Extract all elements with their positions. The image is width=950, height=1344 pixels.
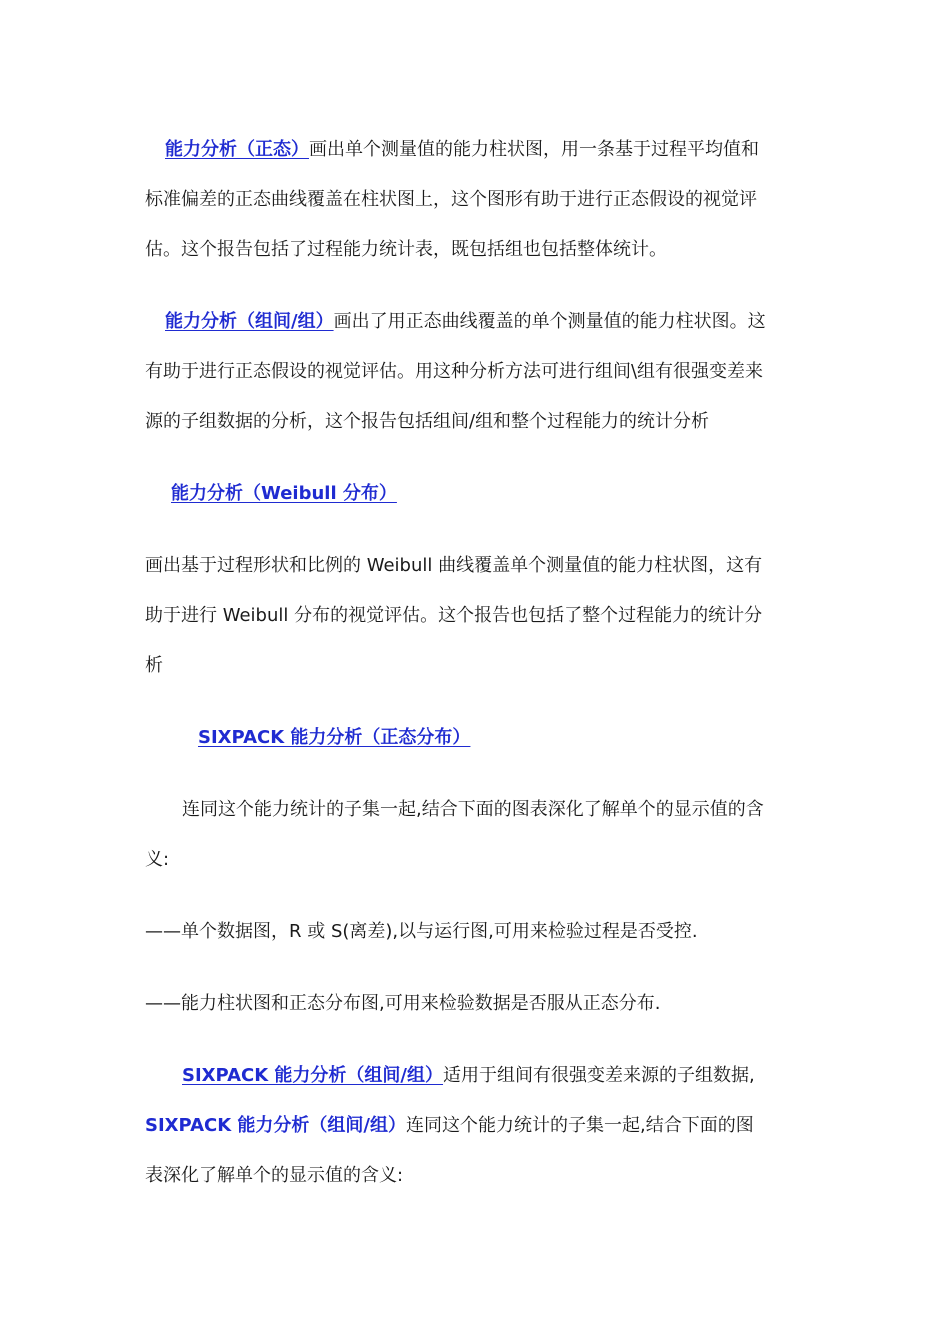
bold-term: SIXPACK 能力分析（组间/组）: [145, 1115, 407, 1136]
paragraph-line: 连同这个能力统计的子集一起,结合下面的图表深化了解单个的显示值的含: [182, 799, 764, 820]
paragraph-line: 义:: [145, 849, 170, 870]
paragraph-line: 析: [145, 655, 163, 676]
paragraph-line: 有助于进行正态假设的视觉评估。用这种分析方法可进行组间\组有很强变差来: [145, 361, 764, 382]
paragraph-line: 估。这个报告包括了过程能力统计表，既包括组也包括整体统计。: [145, 239, 667, 260]
heading-link-sixpack-between-within[interactable]: SIXPACK 能力分析（组间/组）: [182, 1065, 444, 1086]
paragraph-line: [198, 726, 470, 750]
heading-link-sixpack-normal[interactable]: SIXPACK 能力分析（正态分布）: [198, 727, 471, 748]
paragraph-text: 画出单个测量值的能力柱状图，用一条基于过程平均值和: [309, 139, 759, 160]
paragraph-line: [165, 310, 766, 334]
paragraph-line: [182, 1064, 755, 1088]
paragraph-text: 适用于组间有很强变差来源的子组数据,: [443, 1065, 755, 1086]
paragraph-line: [171, 482, 397, 506]
paragraph-line: ——单个数据图，R 或 S(离差),以与运行图,可用来检验过程是否受控.: [145, 921, 698, 942]
heading-link-weibull-capability[interactable]: 能力分析（Weibull 分布）: [171, 483, 397, 504]
heading-link-normal-capability[interactable]: 能力分析（正态）: [165, 139, 309, 160]
paragraph-line: ——能力柱状图和正态分布图,可用来检验数据是否服从正态分布.: [145, 993, 661, 1014]
paragraph-line: 表深化了解单个的显示值的含义:: [145, 1165, 404, 1186]
paragraph-line: 标准偏差的正态曲线覆盖在柱状图上，这个图形有助于进行正态假设的视觉评: [145, 189, 757, 210]
paragraph-text: 画出了用正态曲线覆盖的单个测量值的能力柱状图。这: [333, 311, 766, 332]
paragraph-line: 源的子组数据的分析，这个报告包括组间/组和整个过程能力的统计分析: [145, 411, 710, 432]
paragraph-line: 画出基于过程形状和比例的 Weibull 曲线覆盖单个测量值的能力柱状图，这有: [145, 555, 763, 576]
paragraph-line: 助于进行 Weibull 分布的视觉评估。这个报告也包括了整个过程能力的统计分: [145, 605, 763, 626]
paragraph-text: 连同这个能力统计的子集一起,结合下面的图: [406, 1115, 754, 1136]
heading-link-between-within-capability[interactable]: 能力分析（组间/组）: [165, 311, 334, 332]
paragraph-line: [145, 1114, 754, 1138]
paragraph-line: [165, 138, 759, 162]
